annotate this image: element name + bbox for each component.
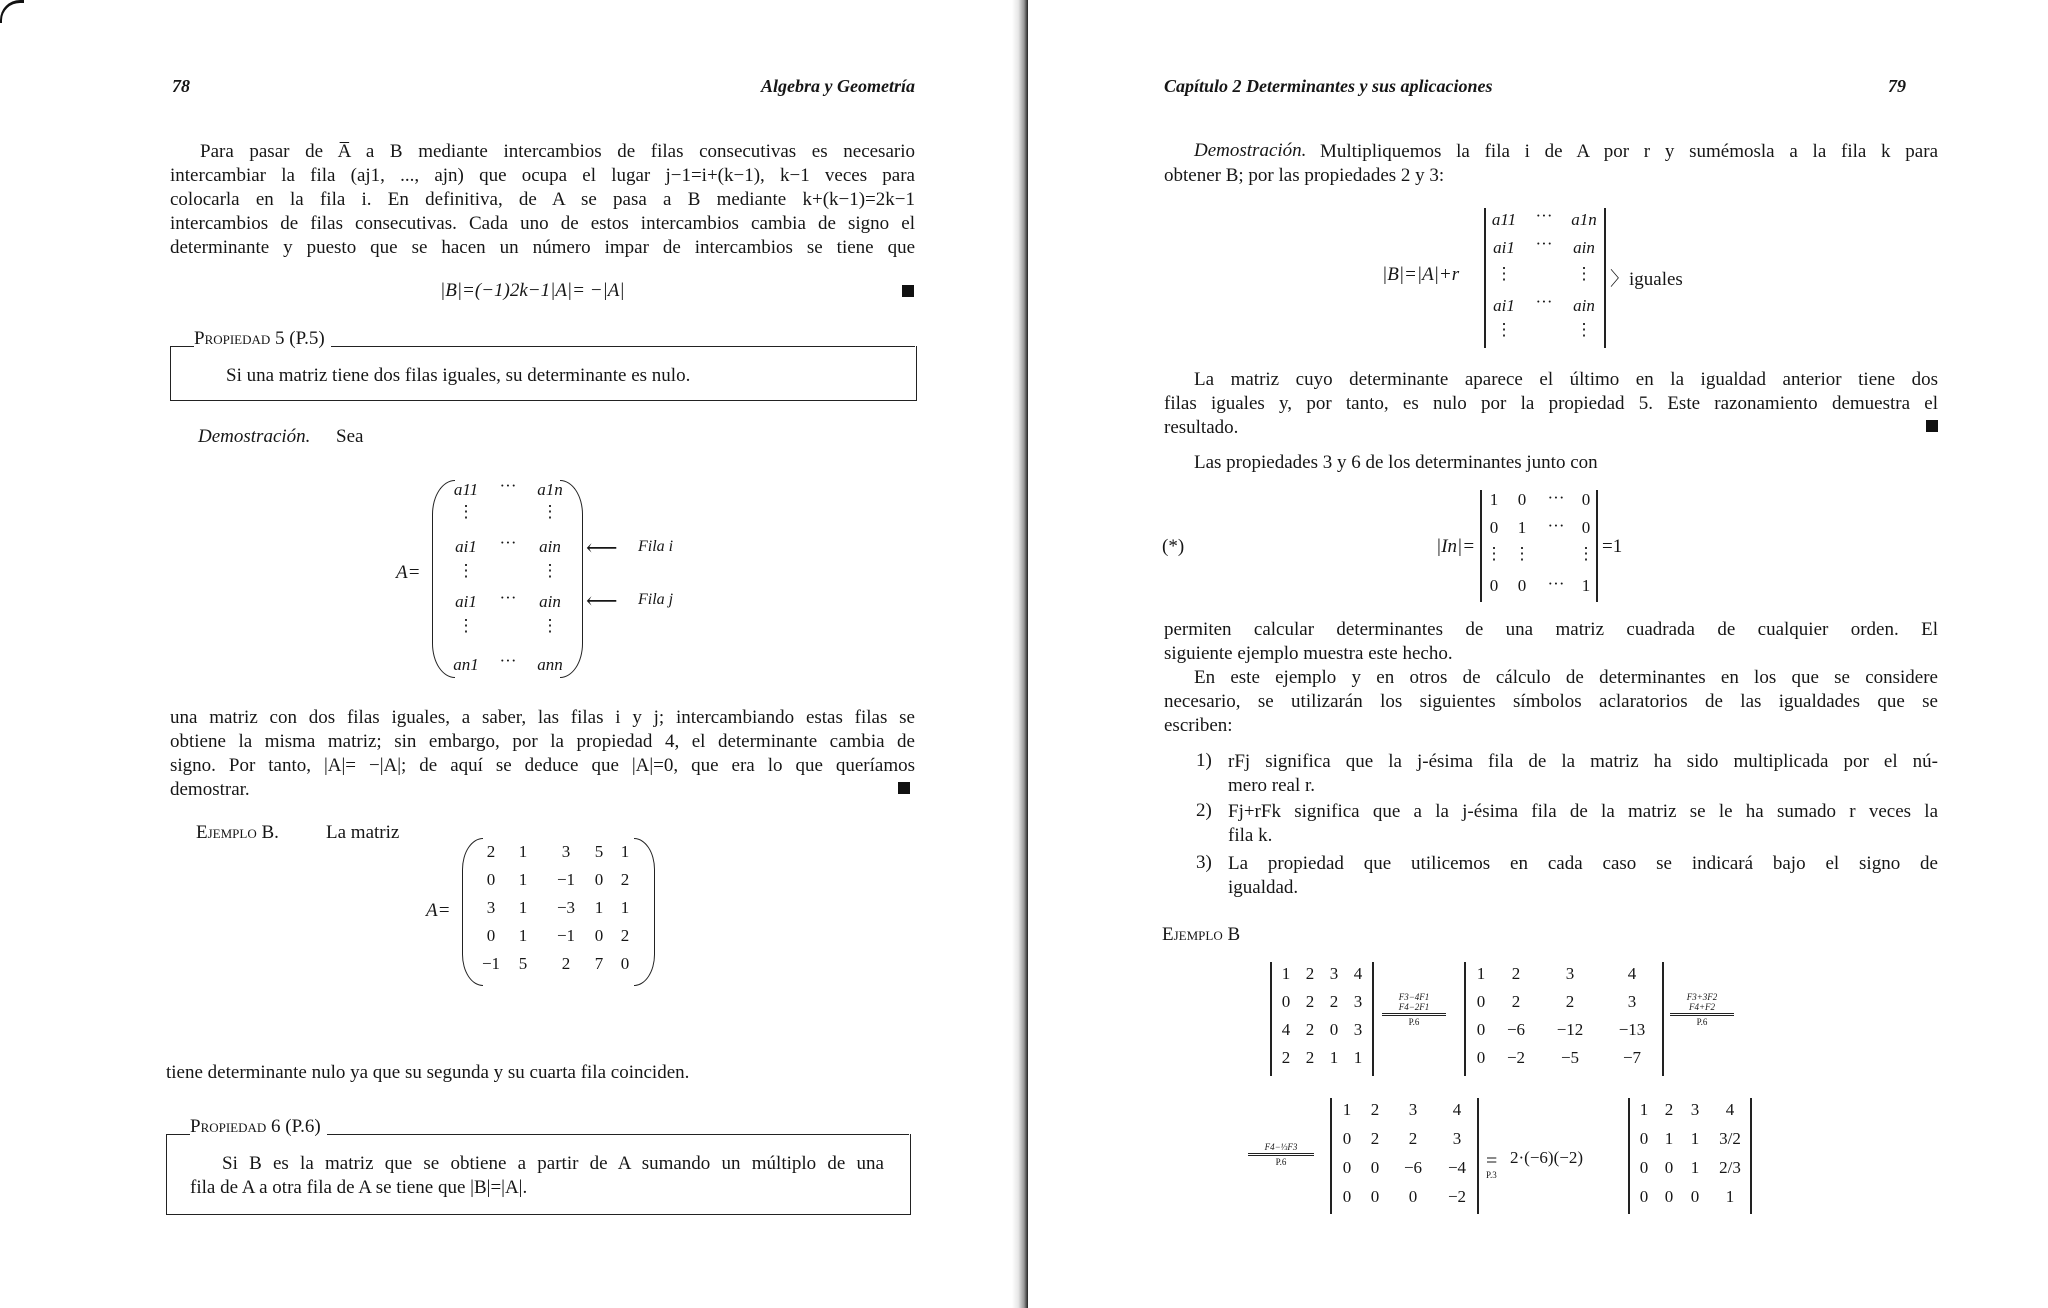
matrix-entry: ain [539,592,561,611]
determinant-bar [1464,962,1466,1076]
matrix-entry: ai1 [455,537,477,556]
det-entry: ⋮ [1495,320,1513,339]
list-item-line: igualdad. [1228,877,1299,898]
det-entry: −6 [1403,1158,1423,1177]
matrix-entry: 0 [620,954,630,973]
matrix-entry: ⋮ [541,502,559,521]
det-entry: 3 [1627,992,1637,1011]
text-line: Multipliquemos la fila i de A por r y sumémosla a la fila k para [1320,141,1938,162]
matrix-entry: ain [539,537,561,556]
matrix-entry: 1 [518,842,528,861]
equals-sign: = [1486,1150,1498,1172]
property-reference: P.3 [1486,1170,1497,1180]
det-entry: 4 [1353,964,1363,983]
matrix-entry: ⋮ [457,616,475,635]
det-entry: 3 [1565,964,1575,983]
text-line: permiten calcular determinantes de una matriz cuadrada de cualquier orden. El [1164,619,1938,640]
det-entry: −7 [1622,1048,1642,1067]
matrix-entry: 1 [594,898,604,917]
det-entry: 1 [1664,1129,1674,1148]
qed-mark [902,285,914,297]
demo-word: Sea [336,426,364,447]
matrix-entry: ⋮ [457,502,475,521]
matrix-entry: 1 [518,926,528,945]
det-entry: −2 [1447,1187,1467,1206]
matrix-entry: 3 [486,898,496,917]
property-reference: P.6 [1408,1017,1420,1027]
row-operation-label [1382,992,1446,1027]
det-entry: ⋮ [1577,544,1595,563]
det-entry: −6 [1506,1020,1526,1039]
det-entry: ⋮ [1575,320,1593,339]
text-line: Las propiedades 3 y 6 de los determinantes junto con [1194,452,1598,473]
matrix-entry: ⋮ [541,561,559,580]
det-entry: 2 [1305,1020,1315,1039]
det-entry: a1n [1571,210,1597,229]
row-operation: F3+3F2 [1686,992,1718,1002]
matrix-entry: −1 [556,926,576,945]
left-arrow-icon: ⟵ [586,535,618,560]
matrix-entry: −1 [556,870,576,889]
matrix-entry: 2 [620,870,630,889]
det-entry: ain [1573,296,1595,315]
matrix-entry: 5 [594,842,604,861]
example-conclusion: tiene determinante nulo ya que su segunda y su cuarta fila coinciden. [166,1062,690,1083]
matrix-entry: ··· [499,533,517,552]
det-entry: 1 [1489,490,1499,509]
text-line: En este ejemplo y en otros de cálculo de determinantes en los que se considere [1194,667,1938,688]
det-entry: ··· [1535,234,1553,253]
property-5-text: Si una matriz tiene dos filas iguales, su determinante es nulo. [226,365,691,386]
det-entry: 4 [1725,1100,1735,1119]
arrow-label-row-i: Fila i [638,538,674,555]
matrix-entry: 5 [518,954,528,973]
det-entry: 3 [1408,1100,1418,1119]
iguales-annotation: 〉iguales [1610,269,1683,290]
property-6-title: Propiedad 6 (P.6) [190,1116,327,1138]
matrix-entry: 1 [620,898,630,917]
det-entry: 2/3 [1719,1158,1741,1177]
matrix-entry: 3 [561,842,571,861]
list-number: 3) [1196,852,1212,873]
det-entry: 3 [1452,1129,1462,1148]
text-line: intercambios de filas consecutivas. Cada uno de estos intercambios cambia de signo el [170,213,915,234]
matrix-entry: ··· [499,588,517,607]
matrix-entry: 2 [486,842,496,861]
det-entry: 2 [1664,1100,1674,1119]
det-entry: ··· [1535,206,1553,225]
matrix-entry: ··· [499,651,517,670]
matrix-entry: −3 [556,898,576,917]
matrix-entry: −1 [481,954,501,973]
property-6-text-line: Si B es la matriz que se obtiene a partir de A sumando un múltiplo de una [222,1153,884,1174]
det-entry: 1 [1281,964,1291,983]
determinant-bar [1604,208,1606,348]
det-entry: 0 [1664,1187,1674,1206]
determinant-bar [1596,490,1598,602]
formula-determinant-sign: |B|=(−1)2k−1|A|= −|A| [440,280,625,301]
det-entry: 0 [1581,490,1591,509]
det-entry: 2 [1370,1129,1380,1148]
text-line: obtener B; por las propiedades 2 y 3: [1164,165,1445,186]
det-entry: 0 [1370,1158,1380,1177]
text-line: siguiente ejemplo muestra este hecho. [1164,643,1453,664]
det-entry: −2 [1506,1048,1526,1067]
det-entry: ai1 [1493,238,1515,257]
demo-label: Demostración. [1194,140,1307,161]
text-line: filas iguales y, por tanto, es nulo por la propiedad 5. Este razonamiento demuestra el [1164,393,1938,414]
text-line: intercambiar la fila (aj1, ..., ajn) que ocupa el lugar j−1=i+(k−1), k−1 veces para [170,165,915,186]
list-number: 2) [1196,800,1212,821]
matrix-entry: 1 [620,842,630,861]
det-entry: 3/2 [1719,1129,1741,1148]
matrix-entry: 2 [620,926,630,945]
det-entry: 0 [1517,576,1527,595]
det-entry: 4 [1452,1100,1462,1119]
det-entry: ··· [1547,574,1565,593]
running-head: Algebra y Geometría [761,76,915,96]
det-entry: 0 [1639,1158,1649,1177]
row-operation: F4+F2 [1688,1002,1716,1012]
matrix-entry: 2 [561,954,571,973]
matrix-entry: 0 [594,926,604,945]
det-entry: 2 [1305,1048,1315,1067]
text-line: determinante y puesto que se hacen un número impar de intercambios se tiene que [170,237,915,258]
property-5-title: Propiedad 5 (P.5) [194,328,331,350]
list-number: 1) [1196,750,1212,771]
det-entry: 0 [1476,1048,1486,1067]
matrix-entry: 0 [486,926,496,945]
det-entry: 0 [1664,1158,1674,1177]
property-6-text-line: fila de A a otra fila de A se tiene que |B|=|A|. [190,1177,528,1198]
book-gutter [1012,0,1028,1308]
list-item-line: fila k. [1228,825,1273,846]
text-line: obtiene la misma matriz; sin embargo, por la propiedad 4, el determinante cambia de [170,731,915,752]
det-entry: −12 [1556,1020,1584,1039]
det-entry: 1 [1517,518,1527,537]
text-line: signo. Por tanto, |A|= −|A|; de aquí se deduce que |A|=0, que era lo que queríamos [170,755,915,776]
det-entry: 2 [1511,964,1521,983]
property-reference: P.6 [1275,1157,1287,1167]
det-entry: −13 [1618,1020,1646,1039]
matrix-label: A= [426,900,451,921]
matrix-entry: 1 [518,870,528,889]
det-entry: 0 [1476,1020,1486,1039]
det-entry: 1 [1690,1129,1700,1148]
page-number: 79 [1888,76,1906,96]
list-item-line: mero real r. [1228,775,1316,796]
equals-sign [1670,1013,1734,1016]
determinant-bar [1270,962,1272,1076]
det-entry: 1 [1581,576,1591,595]
row-operation-label [1248,1142,1314,1167]
text-line: Para pasar de A̅ a B mediante intercambios de filas consecutivas es necesario [200,141,915,162]
matrix-entry: ai1 [455,592,477,611]
equation-tag: (*) [1162,536,1185,557]
row-operation: F4−⅓F3 [1264,1142,1298,1152]
determinant-bar [1372,962,1374,1076]
det-entry: 0 [1581,518,1591,537]
det-entry: 3 [1353,992,1363,1011]
det-entry: ··· [1535,292,1553,311]
equals-sign [1382,1013,1446,1016]
det-entry: ··· [1547,488,1565,507]
matrix-entry: an1 [453,655,479,674]
det-entry: 1 [1639,1100,1649,1119]
det-entry: 0 [1342,1158,1352,1177]
example-label: Ejemplo B [1162,924,1241,945]
det-entry: 1 [1725,1187,1735,1206]
det-entry: ai1 [1493,296,1515,315]
scalar-factor: 2·(−6)(−2) [1510,1148,1583,1167]
det-entry: 4 [1281,1020,1291,1039]
identity-lhs: |In|= [1436,536,1476,557]
det-entry: 0 [1476,992,1486,1011]
det-entry: 0 [1370,1187,1380,1206]
det-entry: 4 [1627,964,1637,983]
det-entry: 0 [1639,1187,1649,1206]
matrix-entry: ··· [499,476,517,495]
matrix-entry: a1n [537,480,563,499]
det-entry: 3 [1353,1020,1363,1039]
determinant-bar [1330,1098,1332,1214]
text-line: La matriz cuyo determinante aparece el último en la igualdad anterior tiene dos [1194,369,1938,390]
matrix-label: A= [396,562,421,583]
det-entry: 0 [1408,1187,1418,1206]
det-entry: 0 [1639,1129,1649,1148]
det-entry: 2 [1281,1048,1291,1067]
matrix-entry: ⋮ [457,561,475,580]
text-line: colocarla en la fila i. En definitiva, de A se pasa a B mediante k+(k−1)=2k−1 [170,189,915,210]
det-entry: 0 [1281,992,1291,1011]
det-entry: ⋮ [1513,544,1531,563]
det-entry: 1 [1690,1158,1700,1177]
det-entry: ain [1573,238,1595,257]
det-entry: ⋮ [1495,264,1513,283]
matrix-entry: 0 [594,870,604,889]
text-line: una matriz con dos filas iguales, a saber, las filas i y j; intercambiando estas filas se [170,707,915,728]
example-label: Ejemplo B. [196,822,279,843]
det-entry: ⋮ [1485,544,1503,563]
det-entry: 2 [1329,992,1339,1011]
row-operation: F4−2F1 [1398,1002,1430,1012]
det-entry: −4 [1447,1158,1467,1177]
formula-lhs: |B|=|A|+r [1382,264,1460,285]
matrix-entry: 1 [518,898,528,917]
det-entry: −5 [1560,1048,1580,1067]
det-entry: 1 [1353,1048,1363,1067]
page-number: 78 [172,76,190,96]
qed-mark [898,782,910,794]
det-entry: ⋮ [1575,264,1593,283]
list-item-line: Fj+rFk significa que a la j-ésima fila de la matriz se le ha sumado r veces la [1228,801,1938,822]
determinant-bar [1662,962,1664,1076]
det-entry: 1 [1342,1100,1352,1119]
det-entry: 2 [1305,964,1315,983]
row-operation: F3−4F1 [1398,992,1430,1002]
det-entry: 0 [1329,1020,1339,1039]
list-item-line: La propiedad que utilicemos en cada caso se indicará bajo el signo de [1228,853,1938,874]
determinant-bar [1628,1098,1630,1214]
matrix-entry: 0 [486,870,496,889]
det-entry: 0 [1517,490,1527,509]
det-entry: ··· [1547,516,1565,535]
text-line: escriben: [1164,715,1233,736]
row-operation-label [1670,992,1734,1027]
arrow-label-row-j: Fila j [638,591,674,608]
det-entry: 0 [1342,1187,1352,1206]
det-entry: 2 [1305,992,1315,1011]
identity-rhs: =1 [1602,536,1623,557]
text-line: necesario, se utilizarán los siguientes símbolos aclaratorios de las igualdades que se [1164,691,1938,712]
text-line: resultado. [1164,417,1239,438]
det-entry: 0 [1489,576,1499,595]
qed-mark [1926,420,1938,432]
det-entry: 3 [1329,964,1339,983]
property-reference: P.6 [1696,1017,1708,1027]
det-entry: 0 [1342,1129,1352,1148]
det-entry: 2 [1511,992,1521,1011]
det-entry: 0 [1690,1187,1700,1206]
left-arrow-icon: ⟵ [586,588,618,613]
det-entry: 2 [1370,1100,1380,1119]
matrix-entry: ⋮ [541,616,559,635]
demo-label: Demostración. [198,426,311,447]
left-page [0,0,1010,1308]
equals-sign [1248,1153,1314,1156]
list-item-line: rFj significa que la j-ésima fila de la matriz ha sido multiplicada por el nú- [1228,751,1938,772]
det-entry: 1 [1476,964,1486,983]
text-line: demostrar. [170,779,250,800]
example-text: La matriz [326,822,400,843]
det-entry: 2 [1408,1129,1418,1148]
matrix-entry: a11 [453,480,479,499]
det-entry: 1 [1329,1048,1339,1067]
right-page [1030,0,2048,1308]
det-entry: 3 [1690,1100,1700,1119]
det-entry: 0 [1489,518,1499,537]
matrix-entry: ann [537,655,563,674]
det-entry: a11 [1491,210,1517,229]
matrix-entry: 7 [594,954,604,973]
det-entry: 2 [1565,992,1575,1011]
running-head: Capítulo 2 Determinantes y sus aplicaciones [1164,76,1493,96]
